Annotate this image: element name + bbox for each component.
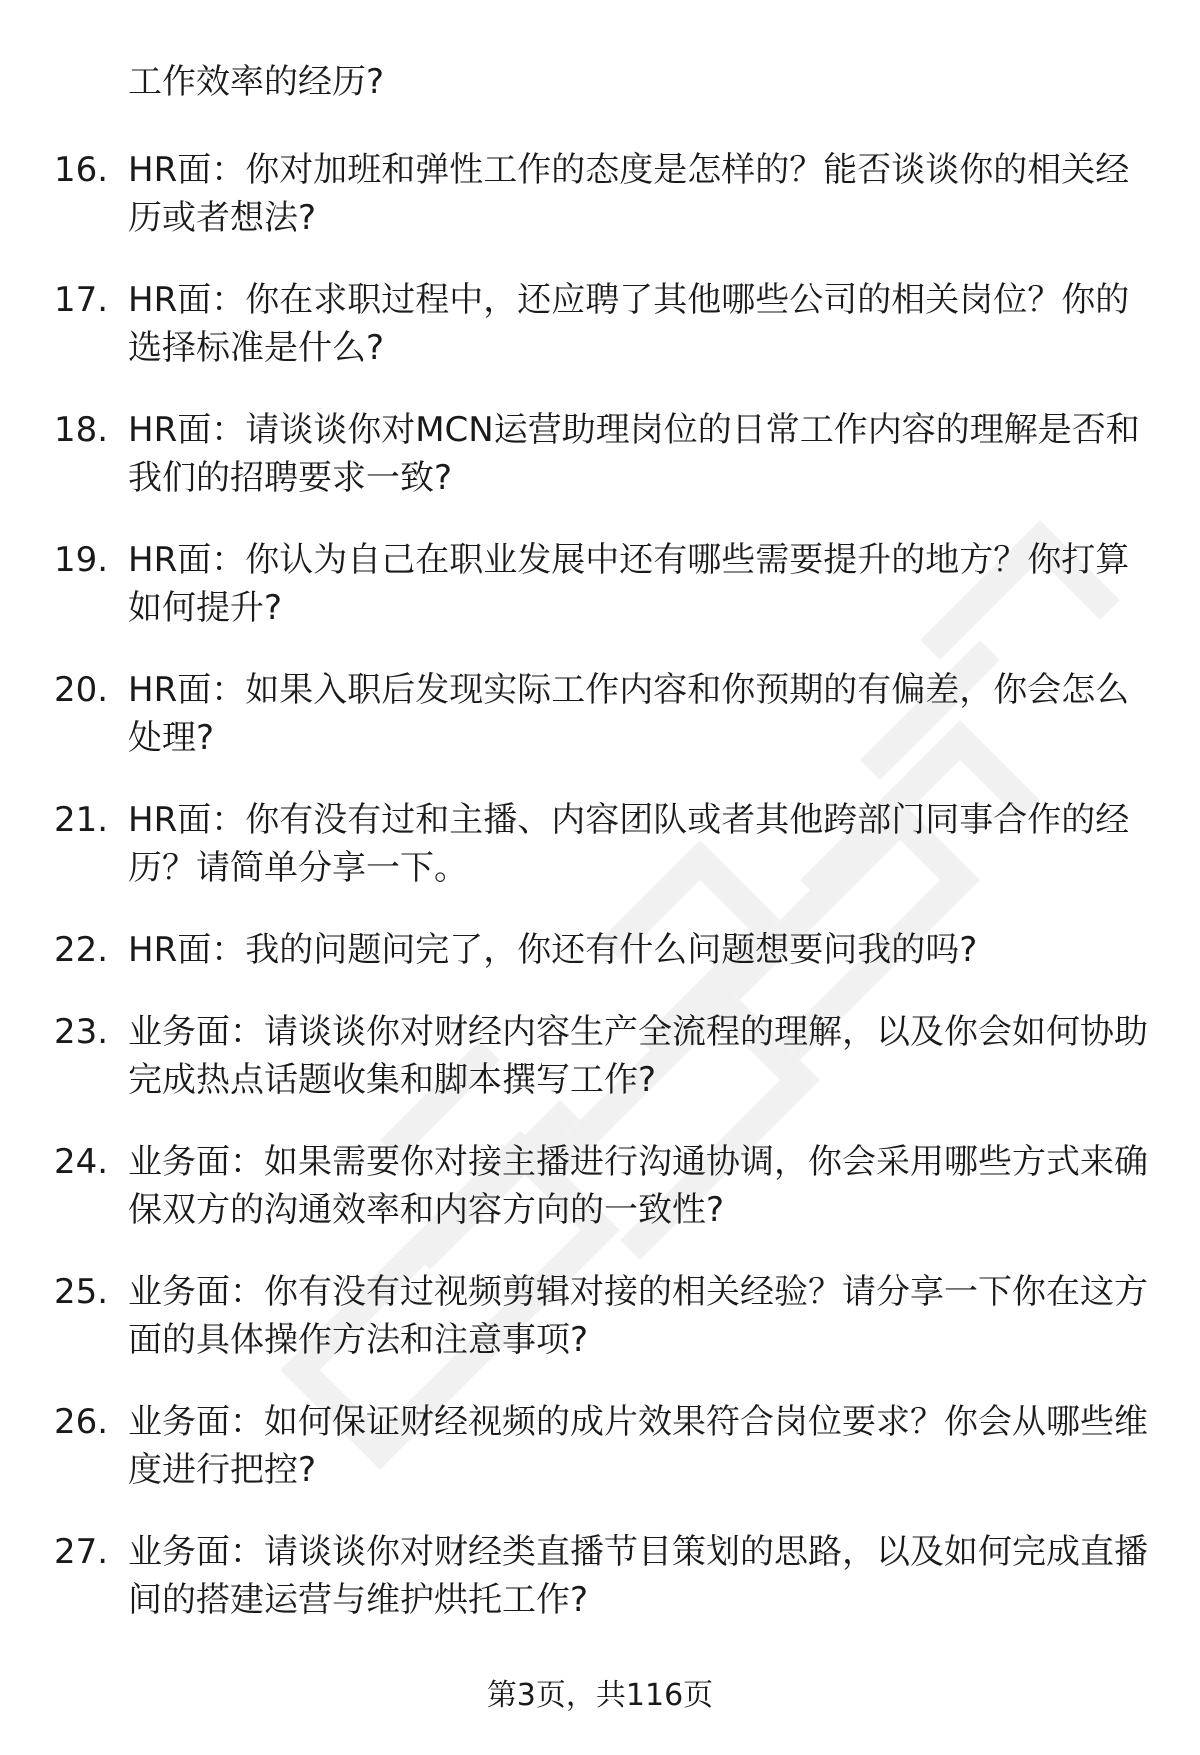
question-text: 业务面：如果需要你对接主播进行沟通协调，你会采用哪些方式来确保双方的沟通效率和内容方向的一致性? <box>128 1142 1148 1230</box>
question-number: 19. <box>54 540 109 580</box>
question-item <box>0 666 1200 796</box>
question-text: 业务面：请谈谈你对财经类直播节目策划的思路，以及如何完成直播间的搭建运营与维护烘托工作? <box>128 1532 1148 1620</box>
question-item <box>0 276 1200 406</box>
question-item <box>0 146 1200 276</box>
page-number-footer: 第3页，共116页 <box>486 1678 714 1713</box>
question-item <box>0 1008 1200 1138</box>
question-item <box>0 1528 1200 1658</box>
question-item <box>0 536 1200 666</box>
question-text: 业务面：请谈谈你对财经内容生产全流程的理解，以及你会如何协助完成热点话题收集和脚本撰写工作? <box>128 1012 1148 1100</box>
question-text: HR面：我的问题问完了，你还有什么问题想要问我的吗? <box>128 930 978 970</box>
question-text: HR面：请谈谈你对MCN运营助理岗位的日常工作内容的理解是否和我们的招聘要求一致? <box>128 410 1140 498</box>
question-item <box>0 406 1200 536</box>
question-item <box>0 796 1200 926</box>
question-number: 24. <box>54 1142 109 1182</box>
question-number: 22. <box>54 930 109 970</box>
question-number: 17. <box>54 280 109 320</box>
question-text: HR面：如果入职后发现实际工作内容和你预期的有偏差，你会怎么处理? <box>128 670 1130 758</box>
continuation-line: 工作效率的经历? <box>128 62 385 102</box>
question-number: 26. <box>54 1402 109 1442</box>
question-text: HR面：你有没有过和主播、内容团队或者其他跨部门同事合作的经历？请简单分享一下。 <box>128 800 1130 888</box>
question-text: 业务面：你有没有过视频剪辑对接的相关经验？请分享一下你在这方面的具体操作方法和注意事项? <box>128 1272 1148 1360</box>
question-number: 25. <box>54 1272 109 1312</box>
question-number: 16. <box>54 150 109 190</box>
question-item <box>0 1398 1200 1528</box>
question-text: 业务面：如何保证财经视频的成片效果符合岗位要求？你会从哪些维度进行把控? <box>128 1402 1148 1490</box>
question-item <box>0 1268 1200 1398</box>
question-number: 23. <box>54 1012 109 1052</box>
question-item <box>0 926 1200 1008</box>
question-text: HR面：你对加班和弹性工作的态度是怎样的？能否谈谈你的相关经历或者想法? <box>128 150 1130 238</box>
interview-question-list <box>0 146 1200 1658</box>
question-number: 21. <box>54 800 109 840</box>
question-item <box>0 1138 1200 1268</box>
question-number: 20. <box>54 670 109 710</box>
question-number: 27. <box>54 1532 109 1572</box>
question-text: HR面：你认为自己在职业发展中还有哪些需要提升的地方？你打算如何提升? <box>128 540 1130 628</box>
question-text: HR面：你在求职过程中，还应聘了其他哪些公司的相关岗位？你的选择标准是什么? <box>128 280 1130 368</box>
question-number: 18. <box>54 410 109 450</box>
